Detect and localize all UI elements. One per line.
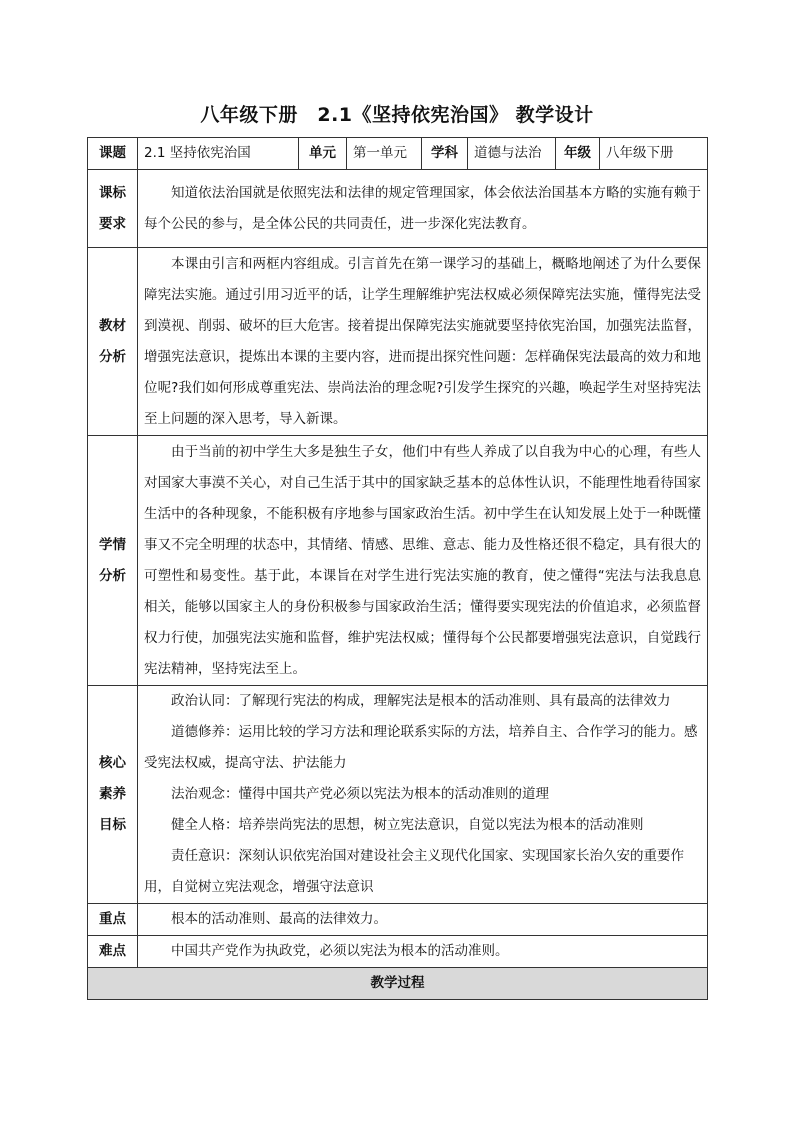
students-text: 由于当前的初中学生大多是独生子女，他们中有些人养成了以自我为中心的心理，有些人对国家大事漠不关心，对自己生活于其中的国家缺乏基本的总体性认识，不能理性地看待国家生活中的各种现象，不能积极有序地参与国家政治生活。初中学生在认知发展上处于一种既懂事又不完全明理的状态中，其情绪、情感、思维、意志、能力及性格还很不稳定，具有很大的可塑性和易变性。基于此，本课旨在对学生进行宪法实施的教育，使之懂得“宪法与法我息息相关，能够以国家主人的身份积极参与国家政治生活；懂得要实现宪法的价值追求，必须监督权力行使，加强宪法实施和监督，维护宪法权威；懂得每个公民都要增强宪法意识，自觉践行宪法精神，坚持宪法至上。 <box>144 443 701 677</box>
textbook-text: 本课由引言和两框内容组成。引言首先在第一课学习的基础上，概略地阐述了为什么要保障宪法实施。通过引用习近平的话，让学生理解维护宪法权威必须保障宪法实施，懂得宪法受到漠视、削弱、破坏的巨大危害。接着提出保障宪法实施就要坚持依宪治国，加强宪法监督，增强宪法意识，提炼出本课的主要内容，进而提出探究性问题：怎样确保宪法最高的效力和地位呢?我们如何形成尊重宪法、崇尚法治的理念呢?引发学生探究的兴趣，唤起学生对坚持宪法至上问题的深入思考，导入新课。 <box>144 255 701 427</box>
literacy-item-political: 政治认同：了解现行宪法的构成，理解宪法是根本的活动准则、具有最高的法律效力 <box>171 693 671 709</box>
curriculum-label: 课标要求 <box>88 170 138 248</box>
document-title: 八年级下册 2.1《坚持依宪治国》 教学设计 <box>200 104 594 126</box>
topic-value: 2.1 坚持依宪治国 <box>138 138 299 170</box>
grade-label: 年级 <box>556 138 600 170</box>
literacy-row <box>88 686 708 904</box>
textbook-label: 教材分析 <box>88 248 138 436</box>
literacy-item-law: 法治观念：懂得中国共产党必须以宪法为根本的活动准则的道理 <box>171 786 549 802</box>
header-row <box>88 138 708 170</box>
difficulty-row <box>88 936 708 968</box>
unit-label: 单元 <box>299 138 347 170</box>
literacy-item-personality: 健全人格：培养崇尚宪法的思想，树立宪法意识，自觉以宪法为根本的活动准则 <box>171 817 644 833</box>
key-point-label: 重点 <box>88 904 138 936</box>
students-row <box>88 436 708 686</box>
process-row <box>88 968 708 1000</box>
unit-value: 第一单元 <box>347 138 422 170</box>
lesson-plan-table <box>87 137 708 1000</box>
textbook-row <box>88 248 708 436</box>
difficulty-label: 难点 <box>88 936 138 968</box>
topic-label: 课题 <box>88 138 138 170</box>
difficulty-text: 中国共产党作为执政党，必须以宪法为根本的活动准则。 <box>171 943 509 959</box>
literacy-item-responsibility: 责任意识：深刻认识依宪治国对建设社会主义现代化国家、实现国家长治久安的重要作用，自觉树立宪法观念，增强守法意识 <box>144 848 684 895</box>
key-point-row <box>88 904 708 936</box>
literacy-label: 核心素养目标 <box>88 686 138 904</box>
curriculum-text: 知道依法治国就是依照宪法和法律的规定管理国家，体会依法治国基本方略的实施有赖于每个公民的参与，是全体公民的共同责任，进一步深化宪法教育。 <box>144 184 701 232</box>
curriculum-row <box>88 170 708 248</box>
subject-label: 学科 <box>422 138 468 170</box>
process-heading: 教学过程 <box>88 968 708 1000</box>
literacy-item-moral: 道德修养：运用比较的学习方法和理论联系实际的方法，培养自主、合作学习的能力。感受宪法权威，提高守法、护法能力 <box>144 724 698 771</box>
grade-value: 八年级下册 <box>600 138 708 170</box>
subject-value: 道德与法治 <box>468 138 556 170</box>
students-label: 学情分析 <box>88 436 138 686</box>
key-point-text: 根本的活动准则、最高的法律效力。 <box>171 911 387 927</box>
